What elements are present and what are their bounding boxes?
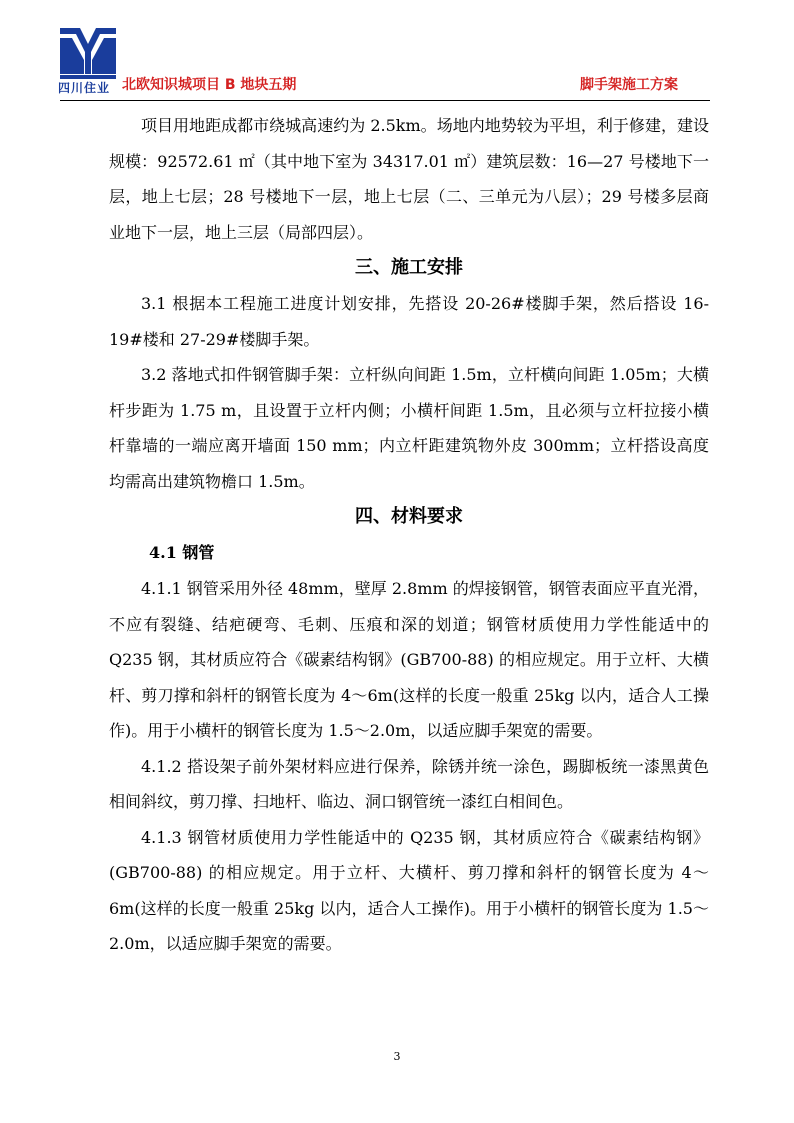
document-title: 脚手架施工方案 [580, 77, 678, 93]
paragraph-4-1-1: 4.1.1 钢管采用外径 48mm，壁厚 2.8mm 的焊接钢管，钢管表面应平直光滑，不应有裂缝、结疤硬弯、毛刺、压痕和深的划道；钢管材质使用力学性能适中的 Q235 钢，其材质应符合《碳素结构钢》(GB700-88) 的相应规定。用于立杆、大横杆、剪刀撑和斜杆的钢管长度为 4～6m(这样的长度一般重 25kg 以内，适合人工操作)。用于小横杆的钢管长度为 1.5～2.0m，以适应脚手架宽的需要。 [109, 579, 709, 740]
page-header [60, 28, 710, 104]
document-body [109, 108, 709, 962]
paragraph-4-1-3: 4.1.3 钢管材质使用力学性能适中的 Q235 钢，其材质应符合《碳素结构钢》(GB700-88) 的相应规定。用于立杆、大横杆、剪刀撑和斜杆的钢管长度为 4～6m(这样的长度一般重 25kg 以内，适合人工操作)。用于小横杆的钢管长度为 1.5～2.0m，以适应脚手架宽的需要。 [109, 827, 709, 953]
subsection-heading-steel-pipe: 4.1 钢管 [149, 543, 215, 562]
company-logo [58, 28, 116, 95]
project-title: 北欧知识城项目 B 地块五期 [122, 77, 297, 93]
section-heading-construction-arrangement: 三、施工安排 [355, 257, 463, 278]
section-heading-material-requirements: 四、材料要求 [355, 506, 463, 527]
paragraph-3-1: 3.1 根据本工程施工进度计划安排，先搭设 20-26#楼脚手架，然后搭设 16-19#楼和 27-29#楼脚手架。 [109, 294, 709, 349]
page-number: 3 [393, 1050, 401, 1063]
header-divider [60, 100, 710, 101]
paragraph-project-overview: 项目用地距成都市绕城高速约为 2.5km。场地内地势较为平坦，利于修建，建设规模：92572.61 ㎡（其中地下室为 34317.01 ㎡）建筑层数：16—27 号楼地下一层，地上七层；28 号楼地下一层，地上七层（二、三单元为八层）；29 号楼多层商业地下一层，地上三层（局部四层）。 [109, 116, 709, 242]
company-logo-icon [60, 28, 116, 80]
paragraph-3-2: 3.2 落地式扣件钢管脚手架：立杆纵向间距 1.5m，立杆横向间距 1.05m；大横杆步距为 1.75 m，且设置于立杆内侧；小横杆间距 1.5m，且必须与立杆拉接小横杆靠墙的一端应离开墙面 150 mm；内立杆距建筑物外皮 300mm；立杆搭设高度均需高出建筑物檐口 1.5m。 [109, 365, 709, 491]
paragraph-4-1-2: 4.1.2 搭设架子前外架材料应进行保养，除锈并统一涂色，踢脚板统一漆黑黄色相间斜纹，剪刀撑、扫地杆、临边、洞口钢管统一漆红白相间色。 [109, 756, 709, 811]
logo-text: 四川住业 [58, 81, 111, 95]
